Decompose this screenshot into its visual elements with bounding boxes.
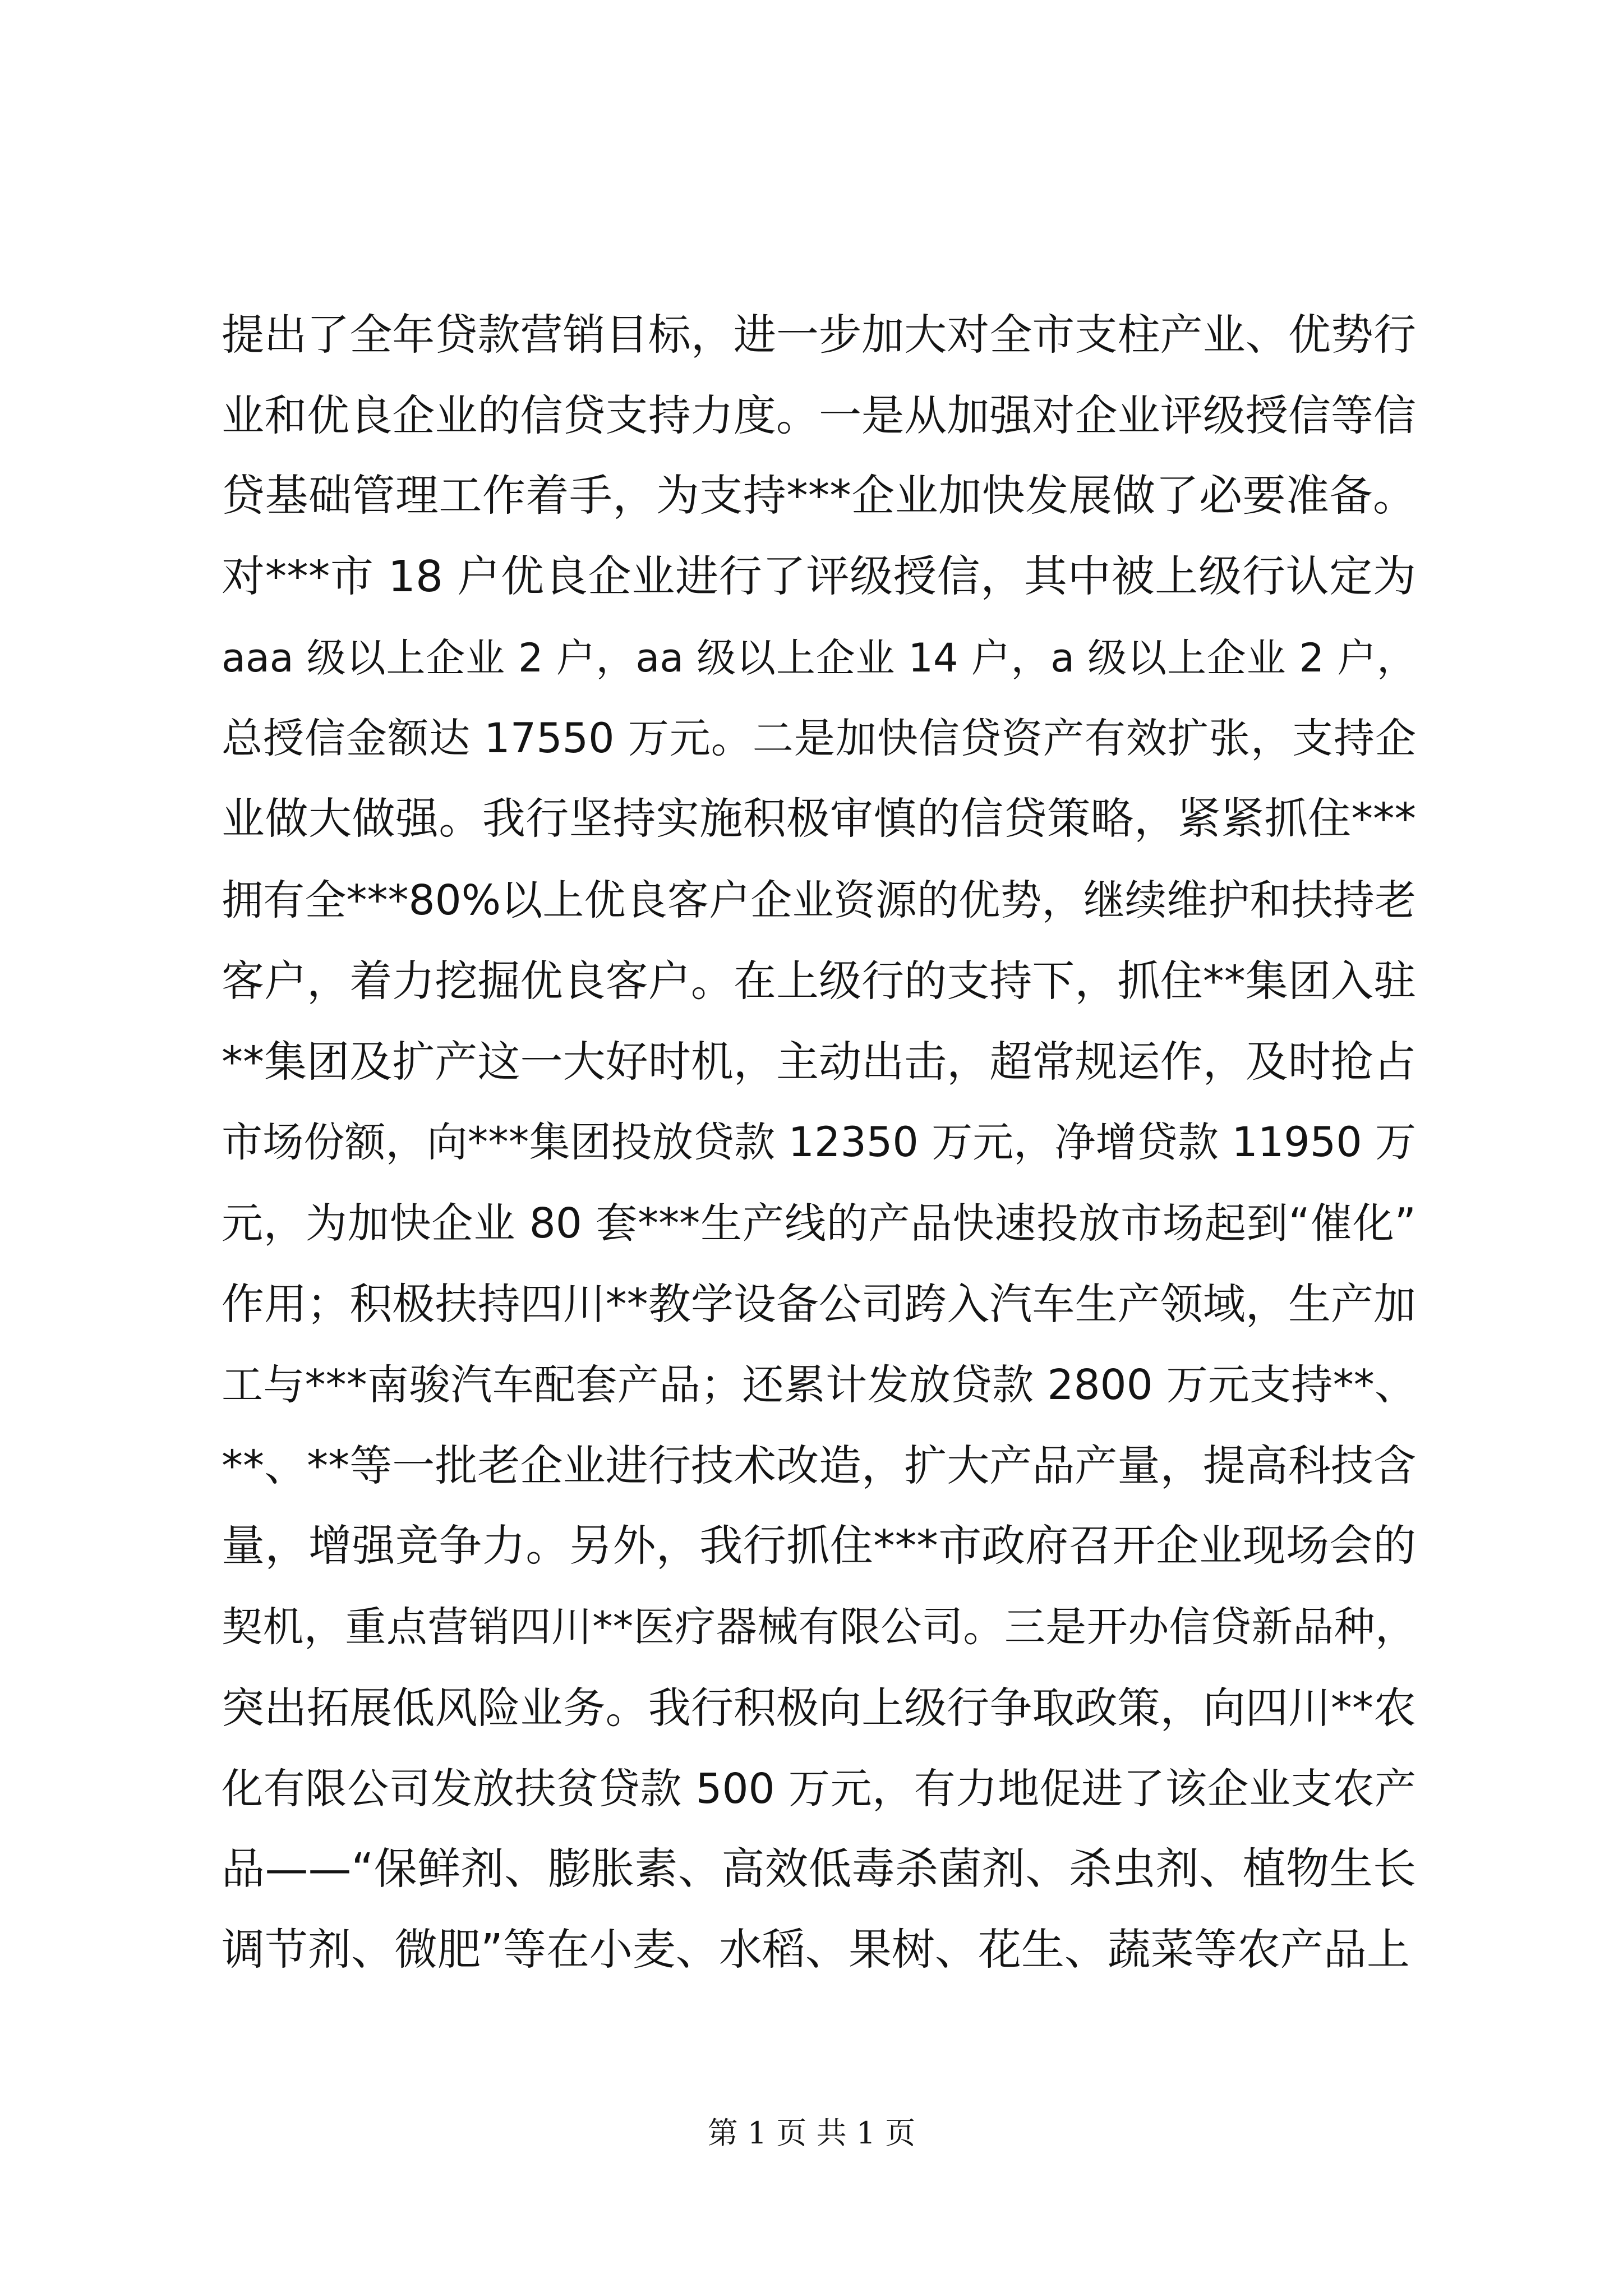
text-line: 市场份额，向***集团投放贷款 12350 万元，净增贷款 11950 万: [222, 1119, 1416, 1166]
text-line: 贷基础管理工作着手，为支持***企业加快发展做了必要准备。: [222, 471, 1416, 521]
text-line: aaa 级以上企业 2 户，aa 级以上企业 14 户，a 级以上企业 2 户，: [222, 635, 1416, 681]
text-line: 品——“保鲜剂、膨胀素、高效低毒杀菌剂、杀虫剂、植物生长: [222, 1844, 1416, 1894]
text-line: 量，增强竞争力。另外，我行抓住***市政府召开企业现场会的: [222, 1521, 1416, 1571]
text-line: 化有限公司发放扶贫贷款 500 万元，有力地促进了该企业支农产: [222, 1765, 1416, 1813]
text-line: 提出了全年贷款营销目标，进一步加大对全市支柱产业、优势行: [222, 310, 1416, 360]
text-line: 客户，着力挖掘优良客户。在上级行的支持下，抓住**集团入驻: [222, 956, 1416, 1006]
text-line: 对***市 18 户优良企业进行了评级授信，其中被上级行认定为: [222, 552, 1416, 602]
text-line: 工与***南骏汽车配套产品；还累计发放贷款 2800 万元支持**、: [222, 1361, 1416, 1409]
text-line: 契机，重点营销四川**医疗器械有限公司。三是开办信贷新品种，: [222, 1603, 1416, 1651]
text-line: 业做大做强。我行坚持实施积极审慎的信贷策略，紧紧抓住***: [222, 794, 1416, 844]
text-line: **集团及扩产这一大好时机，主动出击，超常规运作，及时抢占: [222, 1037, 1416, 1087]
body-text: [222, 295, 1416, 1991]
text-line: **、**等一批老企业进行技术改造，扩大产品产量，提高科技含: [222, 1441, 1416, 1490]
text-line: 总授信金额达 17550 万元。二是加快信贷资产有效扩张，支持企: [222, 715, 1416, 762]
text-line: 业和优良企业的信贷支持力度。一是从加强对企业评级授信等信: [222, 390, 1416, 440]
text-line: 作用；积极扶持四川**教学设备公司跨入汽车生产领域，生产加: [222, 1279, 1416, 1329]
page-footer: 第 1 页 共 1 页: [707, 2115, 916, 2151]
text-line: 拥有全***80%以上优良客户企业资源的优势，继续维护和扶持老: [222, 876, 1416, 924]
text-line: 调节剂、微肥”等在小麦、水稻、果树、花生、蔬菜等农产品上: [222, 1925, 1410, 1975]
text-line: 突出拓展低风险业务。我行积极向上级行争取政策，向四川**农: [222, 1683, 1416, 1733]
text-line: 元，为加快企业 80 套***生产线的产品快速投放市场起到“催化”: [222, 1199, 1416, 1248]
